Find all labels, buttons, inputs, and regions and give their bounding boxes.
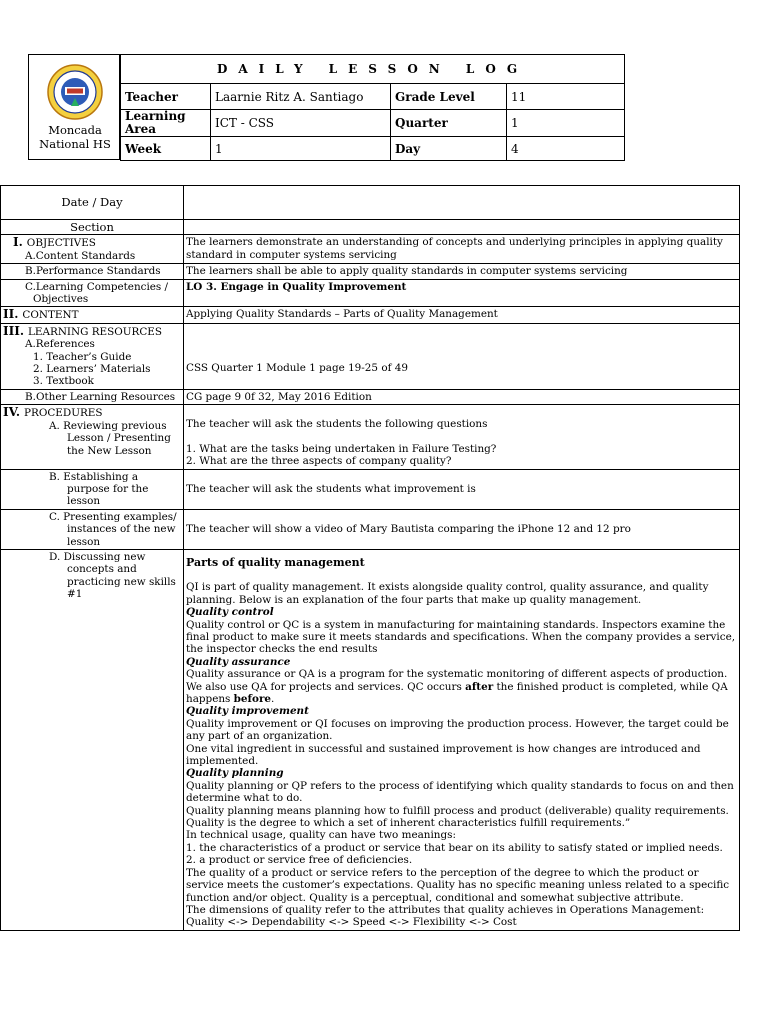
quality-planning-text-1: Quality planning or QP refers to the process of identifying which quality standards to focus on and then determine what to do. xyxy=(186,779,734,805)
quarter-label: Quarter xyxy=(391,110,507,137)
learning-resources-values xyxy=(184,323,740,389)
learners-materials-value: CSS Quarter 1 Module 1 page 19-25 of 49 xyxy=(186,361,408,374)
quality-planning-heading: Quality planning xyxy=(186,767,284,780)
learning-resources-cell xyxy=(1,323,184,389)
competencies-cell xyxy=(1,279,184,307)
procedure-d-label: D. Discussing new concepts and practicing new skills #1 xyxy=(49,550,176,601)
quality-improvement-heading: Quality improvement xyxy=(186,705,309,718)
content-roman: II. xyxy=(3,307,19,322)
grade-level-label: Grade Level xyxy=(391,84,507,110)
resources-title: LEARNING RESOURCES xyxy=(28,325,163,338)
learning-area-label: Learning Area xyxy=(121,110,211,137)
week-label: Week xyxy=(121,137,211,161)
procedure-a-label: A. Reviewing previous Lesson / Presenting the New Lesson xyxy=(49,419,171,457)
procedure-d-gap xyxy=(186,569,737,581)
qa-text-2: the finished product is completed, while QA happens xyxy=(186,680,728,705)
content-title: CONTENT xyxy=(22,309,79,322)
quarter-value: 1 xyxy=(507,110,625,137)
objectives-roman: I. xyxy=(13,235,23,250)
lesson-plan-table xyxy=(0,185,740,931)
teachers-guide-label: 1. Teacher’s Guide xyxy=(33,350,132,363)
procedures-title: PROCEDURES xyxy=(24,407,103,420)
week-value: 1 xyxy=(211,137,391,161)
learners-materials-label: 2. Learners’ Materials xyxy=(33,363,151,376)
procedure-a-value xyxy=(184,405,740,469)
resources-roman: III. xyxy=(3,323,25,338)
procedure-c-cell xyxy=(1,509,184,549)
quality-management-heading: Parts of quality management xyxy=(186,555,365,569)
document-title: DAILY LESSON LOG xyxy=(121,55,625,84)
procedure-d-value xyxy=(184,549,740,930)
quality-control-text: Quality control or QC is a system in manufacturing for maintaining standards. Inspectors examine the final product to make sure it meets standards and specifications. When the company provides a service, the inspector checks the end results xyxy=(186,618,736,656)
procedure-d-cell xyxy=(1,549,184,930)
quality-planning-text-2: Quality planning means planning how to fulfill process and product (deliverable) quality requirements. Quality is the degree to which a set of inherent characteristics fulfill requirements.” xyxy=(186,804,729,830)
performance-standards-cell xyxy=(1,264,184,279)
lesson-log-header xyxy=(28,54,624,160)
performance-standards-label: B.Performance Standards xyxy=(25,265,161,278)
quality-control-heading: Quality control xyxy=(186,606,274,619)
competencies-label: C.Learning Competencies / Objectives xyxy=(25,280,169,306)
grade-level-value: 11 xyxy=(507,84,625,110)
objectives-content-standards-label xyxy=(1,235,184,264)
day-value: 4 xyxy=(507,137,625,161)
quality-improvement-text-1: Quality improvement or QI focuses on improving the production process. However, the target could be any part of an organization. xyxy=(186,717,729,743)
school-seal-icon xyxy=(45,63,105,121)
procedure-a-question-1: 1. What are the tasks being undertaken in Failure Testing? xyxy=(186,442,497,455)
section-label: Section xyxy=(1,220,184,235)
quality-planning-text-5: 2. a product or service free of deficiencies. xyxy=(186,854,413,867)
quality-improvement-text-2: One vital ingredient in successful and sustained improvement is how changes are introduced and implemented. xyxy=(186,742,701,768)
date-day-value xyxy=(184,186,740,220)
objectives-title: OBJECTIVES xyxy=(26,237,96,250)
procedure-a-question-2: 2. What are the three aspects of company quality? xyxy=(186,455,452,468)
teacher-value: Laarnie Ritz A. Santiago xyxy=(211,84,391,110)
qi-intro: QI is part of quality management. It exists alongside quality control, quality assurance, and quality planning. Below is an explanation of the four parts that make up quality management. xyxy=(186,581,709,606)
procedure-a-intro: The teacher will ask the students the following questions xyxy=(186,418,488,431)
competencies-value: LO 3. Engage in Quality Improvement xyxy=(184,279,740,307)
other-resources-value: CG page 9 0f 32, May 2016 Edition xyxy=(184,389,740,404)
references-label: A.References xyxy=(25,338,95,351)
procedure-a-spacer xyxy=(186,406,737,418)
content-value: Applying Quality Standards – Parts of Quality Management xyxy=(184,307,740,323)
quality-planning-text-3: In technical usage, quality can have two meanings: xyxy=(186,829,456,842)
procedures-roman: IV. xyxy=(3,405,21,420)
quality-dimensions: Quality <-> Dependability <-> Speed <-> Flexibility <-> Cost xyxy=(186,916,517,929)
teacher-label: Teacher xyxy=(121,84,211,110)
qa-before: before xyxy=(233,693,272,705)
content-cell xyxy=(1,307,184,323)
procedure-b-value: The teacher will ask the students what improvement is xyxy=(184,469,740,509)
performance-standards-value: The learners shall be able to apply quality standards in computer systems servicing xyxy=(184,264,740,279)
quality-planning-text-7: The dimensions of quality refer to the attributes that quality achieves in Operations Management: xyxy=(186,903,705,916)
content-standards-text: The learners demonstrate an understanding of concepts and underlying principles in applying quality standard in computer systems servicing xyxy=(186,236,723,261)
quality-assurance-text xyxy=(186,668,737,705)
date-day-label: Date / Day xyxy=(1,186,184,220)
qa-text-1: Quality assurance or QA is a program for the systematic monitoring of different aspects of production. We also use QA for projects and services. QC occurs xyxy=(186,668,728,693)
procedure-c-value: The teacher will show a video of Mary Bautista comparing the iPhone 12 and 12 pro xyxy=(184,509,740,549)
quality-assurance-heading: Quality assurance xyxy=(186,655,291,668)
other-resources-cell xyxy=(1,389,184,404)
header-info-table xyxy=(120,54,625,161)
procedure-c-label: C. Presenting examples/ instances of the new lesson xyxy=(49,510,177,548)
other-resources-label: B.Other Learning Resources xyxy=(25,390,176,403)
content-standards-label: A.Content Standards xyxy=(25,249,136,262)
quality-planning-text-4: 1. the characteristics of a product or service that bear on its ability to satisfy stated or implied needs. xyxy=(186,841,723,854)
day-label: Day xyxy=(391,137,507,161)
procedure-a-gap xyxy=(186,431,737,443)
procedure-b-label: B. Establishing a purpose for the lesson xyxy=(49,470,149,508)
procedures-a-cell xyxy=(1,405,184,469)
content-standards-value xyxy=(184,235,740,264)
qa-text-3: . xyxy=(271,693,275,705)
procedure-b-cell xyxy=(1,469,184,509)
learning-area-value: ICT - CSS xyxy=(211,110,391,137)
textbook-label: 3. Textbook xyxy=(33,375,94,388)
school-logo-cell xyxy=(28,54,120,160)
qa-after: after xyxy=(465,680,494,693)
resources-spacer xyxy=(186,325,737,362)
school-name: Moncada National HS xyxy=(39,123,111,151)
quality-planning-text-6: The quality of a product or service refers to the perception of the degree to which the product or service meets the customer’s expectations. Quality has no specific meaning unless related to a specific function and/or object. Quality is a perceptual, conditional and somewhat subjective attribute. xyxy=(186,866,730,904)
section-value xyxy=(184,220,740,235)
